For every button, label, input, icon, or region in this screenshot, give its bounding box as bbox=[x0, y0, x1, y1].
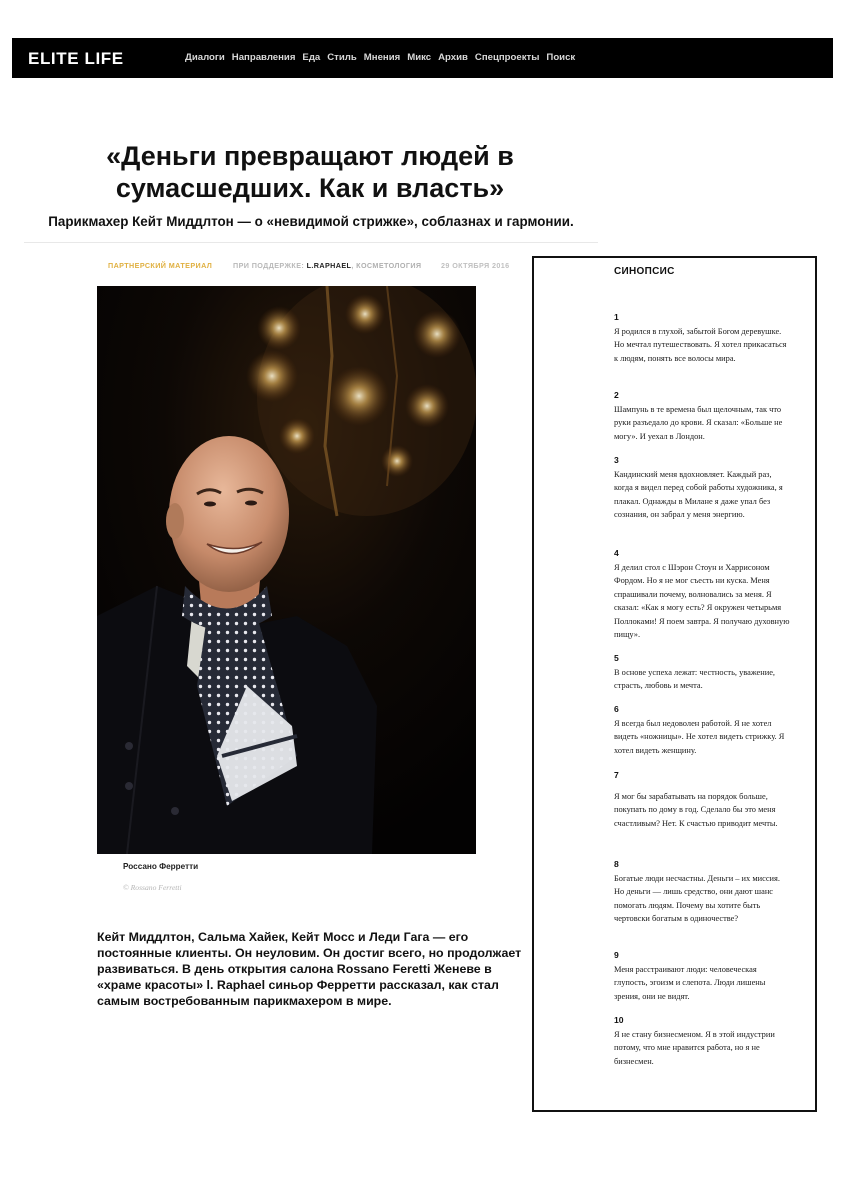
synopsis-item bbox=[614, 704, 792, 757]
main-nav bbox=[185, 52, 582, 63]
nav-item-spetsproekty[interactable]: Спецпроекты bbox=[474, 52, 540, 63]
synopsis-text: Меня расстраивают люди: человеческая глупость, эгоизм и слепота. Люди лишены зрения, они не видят. bbox=[614, 965, 766, 1001]
article-subtitle: Парикмахер Кейт Миддлтон — о «невидимой стрижке», соблазнах и гармонии. bbox=[48, 214, 574, 229]
nav-item-mneniya[interactable]: Мнения bbox=[363, 52, 401, 63]
photo-credit: © Rossano Ferretti bbox=[123, 883, 182, 892]
nav-item-eda[interactable]: Еда bbox=[302, 52, 321, 63]
synopsis-number: 6 bbox=[614, 704, 619, 714]
support-brand-link[interactable]: L.RAPHAEL bbox=[306, 261, 352, 270]
synopsis-text: Я делил стол с Шэрон Стоун и Харрисоном Фордом. Но я не мог съесть ни куска. Меня спрашивали почему, волновались за меня. Я сказал: «Как я могу есть? Я окружен четырьмя Поллоками! Я поем завтра. Я получаю духовную пищу». bbox=[614, 563, 790, 640]
title-divider bbox=[24, 242, 598, 243]
site-logo[interactable]: ELITE LIFE bbox=[28, 49, 124, 68]
article-lead: Кейт Миддлтон, Сальма Хайек, Кейт Мосс и Леди Гага — его постоянные клиенты. Он неуловим. Он достиг всего, но продолжает развиваться. В день открытия салона Rossano Feretti Женеве в «храме красоты» l. Raphael синьор Ферретти рассказал, как стал самым востребованным парикмахером в мире. bbox=[97, 930, 522, 1008]
synopsis-box bbox=[532, 256, 817, 1112]
synopsis-number: 3 bbox=[614, 455, 619, 465]
site-header bbox=[12, 38, 833, 78]
synopsis-item bbox=[614, 653, 792, 693]
article-title: «Деньги превращают людей в сумасшедших. Как и власть» bbox=[106, 141, 514, 203]
synopsis-number: 1 bbox=[614, 312, 619, 322]
synopsis-item bbox=[614, 455, 792, 522]
synopsis-item bbox=[614, 1015, 792, 1068]
publish-date: 29 ОКТЯБРЯ 2016 bbox=[441, 261, 510, 270]
nav-item-stil[interactable]: Стиль bbox=[327, 52, 357, 63]
synopsis-item bbox=[614, 390, 792, 443]
synopsis-item bbox=[614, 770, 792, 830]
synopsis-title: СИНОПСИС bbox=[614, 266, 675, 277]
support-prefix: ПРИ ПОДДЕРЖКЕ: bbox=[233, 261, 305, 270]
synopsis-number: 7 bbox=[614, 770, 619, 780]
synopsis-item bbox=[614, 548, 792, 641]
synopsis-number: 2 bbox=[614, 390, 619, 400]
synopsis-number: 8 bbox=[614, 859, 619, 869]
synopsis-text: Я всегда был недоволен работой. Я не хотел видеть «ножницы». Не хотел видеть стрижку. Я хотел видеть женщину. bbox=[614, 719, 785, 755]
nav-item-poisk[interactable]: Поиск bbox=[546, 52, 576, 63]
nav-item-napravleniya[interactable]: Направления bbox=[231, 52, 296, 63]
synopsis-item bbox=[614, 312, 792, 365]
synopsis-number: 4 bbox=[614, 548, 619, 558]
synopsis-text: Богатые люди несчастны. Деньги – их миссия. Но деньги — лишь средство, они дают шанс помогать людям. Почему вы хотите быть чертовски богатым в одиночестве? bbox=[614, 874, 780, 924]
synopsis-text: Я не стану бизнесменом. Я в этой индустрии потому, что мне нравится работа, но я не бизнесмен. bbox=[614, 1030, 775, 1066]
photo-caption: Россано Ферретти bbox=[123, 862, 199, 871]
synopsis-text: Я мог бы зарабатывать на порядок больше, покупать по дому в год. Сделало бы это меня счастливым? Нет. К счастью приводит мечты. bbox=[614, 792, 778, 828]
support-line: ПРИ ПОДДЕРЖКЕ: L.RAPHAEL, КОСМЕТОЛОГИЯ bbox=[233, 261, 422, 270]
synopsis-text: Шампунь в те времена был щелочным, так что руки разъедало до крови. Я сказал: «Больше не могу». И уехал в Лондон. bbox=[614, 405, 783, 441]
nav-item-miks[interactable]: Микс bbox=[407, 52, 432, 63]
synopsis-item bbox=[614, 950, 792, 1003]
article-photo bbox=[97, 286, 476, 854]
nav-item-dialogi[interactable]: Диалоги bbox=[185, 52, 225, 63]
synopsis-text: В основе успеха лежат: честность, уважение, страсть, любовь и мечта. bbox=[614, 668, 776, 691]
synopsis-item bbox=[614, 859, 792, 926]
synopsis-number: 9 bbox=[614, 950, 619, 960]
synopsis-text: Я родился в глухой, забытой Богом деревушке. Но мечтал путешествовать. Я хотел прикасаться к людям, понять все волосы мира. bbox=[614, 327, 787, 363]
partner-label[interactable]: ПАРТНЕРСКИЙ МАТЕРИАЛ bbox=[108, 261, 213, 270]
synopsis-text: Кандинский меня вдохновляет. Каждый раз, когда я видел перед собой работы художника, я плакал. Однажды в Милане я даже упал без сознания, он забрал у меня энергию. bbox=[614, 470, 783, 520]
nav-item-arkhiv[interactable]: Архив bbox=[438, 52, 468, 63]
support-tag-link[interactable]: КОСМЕТОЛОГИЯ bbox=[356, 261, 422, 270]
synopsis-number: 10 bbox=[614, 1015, 624, 1025]
synopsis-number: 5 bbox=[614, 653, 619, 663]
